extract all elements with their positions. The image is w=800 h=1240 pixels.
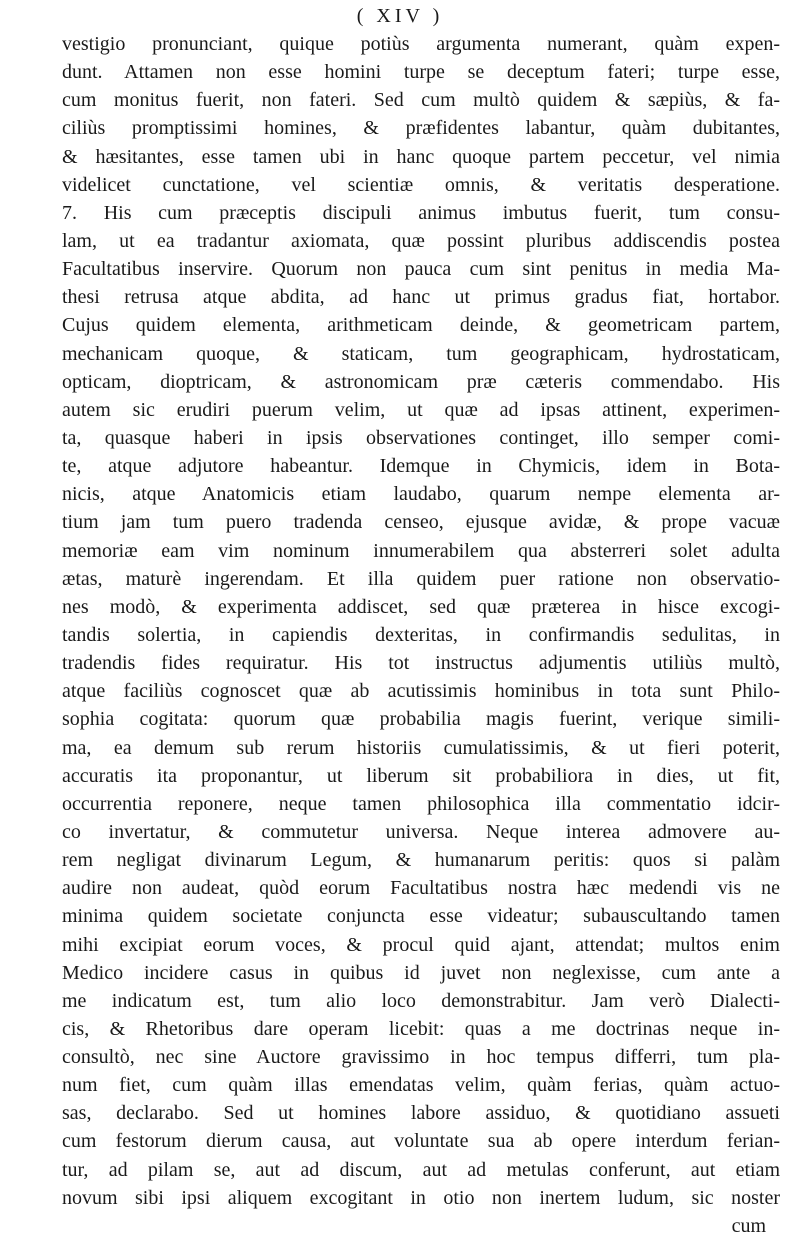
text-line: occurrentia reponere, neque tamen philosophica illa commentatio idcir- <box>62 792 780 815</box>
text-line: tradendis fides requiratur. His tot instructus adjumentis utiliùs multò, <box>62 652 780 675</box>
text-line: dunt. Attamen non esse homini turpe se deceptum fateri; turpe esse, <box>62 61 780 84</box>
text-line: ta, quasque haberi in ipsis observationes continget, illo semper comi- <box>62 426 780 449</box>
text-line: autem sic erudiri puerum velim, ut quæ ad ipsas attinent, experimen- <box>62 398 780 421</box>
text-line: minima quidem societate conjuncta esse videatur; subauscultando tamen <box>62 905 780 928</box>
text-line: co invertatur, & commutetur universa. Neque interea admovere au- <box>62 820 780 843</box>
text-line: sophia cogitata: quorum quæ probabilia magis fuerint, verique simili- <box>62 708 780 731</box>
body-text <box>62 30 780 1240</box>
text-line: atque faciliùs cognoscet quæ ab acutissimis hominibus in tota sunt Philo- <box>62 680 780 703</box>
text-line: ciliùs promptissimi homines, & præfidentes labantur, quàm dubitantes, <box>62 117 780 140</box>
text-line: ætas, maturè ingerendam. Et illa quidem puer ratione non observatio- <box>62 567 780 590</box>
text-line: me indicatum est, tum alio loco demonstrabitur. Jam verò Dialecti- <box>62 989 780 1012</box>
text-line: Facultatibus inservire. Quorum non pauca cum sint penitus in media Ma- <box>62 258 780 281</box>
text-line: sas, declarabo. Sed ut homines labore assiduo, & quotidiano assueti <box>62 1102 780 1125</box>
text-line: num fiet, cum quàm illas emendatas velim, quàm ferias, quàm actuo- <box>62 1074 780 1097</box>
text-line: accuratis ita proponantur, ut liberum sit probabiliora in dies, ut fit, <box>62 764 780 787</box>
text-line: rem negligat divinarum Legum, & humanarum peritis: quos si palàm <box>62 849 780 872</box>
text-line: Cujus quidem elementa, arithmeticam deinde, & geometricam partem, <box>62 314 780 337</box>
text-line: ma, ea demum sub rerum historiis cumulatissimis, & ut fieri poterit, <box>62 736 780 759</box>
text-line: Medico incidere casus in quibus id juvet non neglexisse, cum ante a <box>62 961 780 984</box>
text-line: nicis, atque Anatomicis etiam laudabo, quarum nempe elementa ar- <box>62 483 780 506</box>
text-line: memoriæ eam vim nominum innumerabilem qua absterreri solet adulta <box>62 539 780 562</box>
text-line: vestigio pronunciant, quique potiùs argumenta numerant, quàm expen- <box>62 33 780 55</box>
text-line: cum festorum dierum causa, aut voluntate sua ab opere interdum ferian- <box>62 1130 780 1153</box>
text-line: cum monitus fuerit, non fateri. Sed cum multò quidem & sæpiùs, & fa- <box>62 89 780 112</box>
text-line: videlicet cunctatione, vel scientiæ omnis, & veritatis desperatione. <box>62 173 780 196</box>
text-line: consultò, nec sine Auctore gravissimo in hoc tempus differri, tum pla- <box>62 1046 780 1069</box>
page-number: ( XIV ) <box>356 5 444 27</box>
text-line: thesi retrusa atque abdita, ad hanc ut primus gradus fiat, hortabor. <box>62 286 780 309</box>
text-line: novum sibi ipsi aliquem excogitant in otio non inertem ludum, sic noster <box>62 1186 780 1209</box>
text-line: cum <box>731 1214 766 1237</box>
text-line: audire non audeat, quòd eorum Facultatibus nostra hæc medendi vis ne <box>62 877 780 900</box>
text-line: mechanicam quoque, & staticam, tum geographicam, hydrostaticam, <box>62 342 780 365</box>
text-line: cis, & Rhetoribus dare operam licebit: quas a me doctrinas neque in- <box>62 1017 780 1040</box>
text-line: te, atque adjutore habeantur. Idemque in Chymicis, idem in Bota- <box>62 455 780 478</box>
text-line: & hæsitantes, esse tamen ubi in hanc quoque partem peccetur, vel nimia <box>62 145 780 168</box>
text-line: nes modò, & experimenta addiscet, sed quæ præterea in hisce excogi- <box>62 595 780 618</box>
text-line: tandis solertia, in capiendis dexteritas, in confirmandis sedulitas, in <box>62 623 780 646</box>
text-line: mihi excipiat eorum voces, & procul quid ajant, attendat; multos enim <box>62 933 780 956</box>
text-line: lam, ut ea tradantur axiomata, quæ possint pluribus addiscendis postea <box>62 229 780 252</box>
text-line: 7. His cum præceptis discipuli animus imbutus fuerit, tum consu- <box>62 201 780 224</box>
text-line: tur, ad pilam se, aut ad discum, aut ad metulas conferunt, aut etiam <box>62 1158 780 1181</box>
text-line: tium jam tum puero tradenda censeo, ejusque avidæ, & prope vacuæ <box>62 511 780 534</box>
text-line: opticam, dioptricam, & astronomicam præ cæteris commendabo. His <box>62 370 780 393</box>
